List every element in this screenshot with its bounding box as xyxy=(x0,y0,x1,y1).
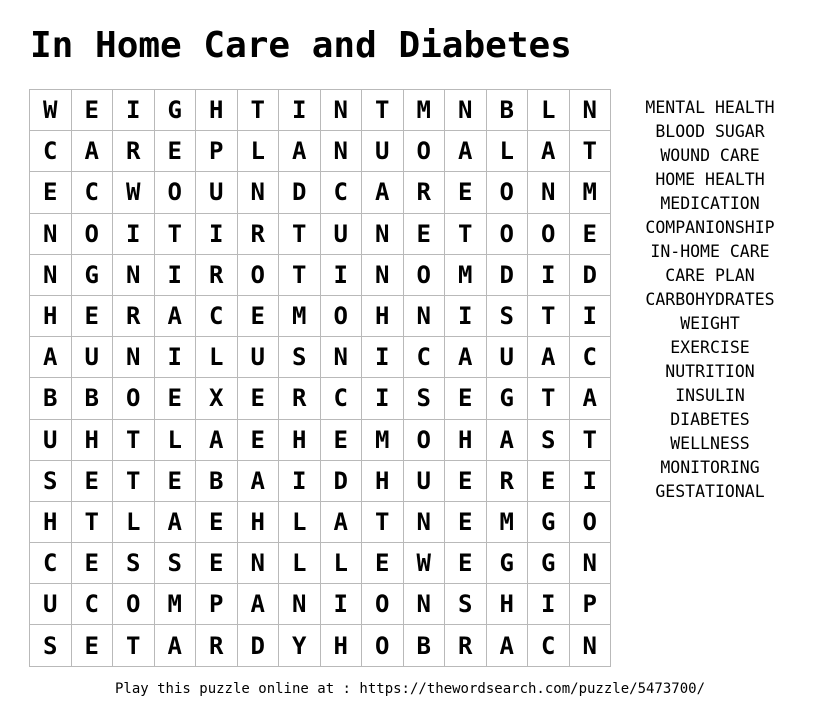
grid-cell: H xyxy=(238,502,280,543)
grid-cell: O xyxy=(404,255,446,296)
word-list-item: CARE PLAN xyxy=(665,266,755,285)
grid-cell: O xyxy=(362,625,404,666)
grid-cell: H xyxy=(30,296,72,337)
grid-cell: E xyxy=(362,543,404,584)
word-list-item: WELLNESS xyxy=(670,434,750,453)
grid-cell: E xyxy=(155,461,197,502)
grid-cell: M xyxy=(362,420,404,461)
grid-cell: N xyxy=(321,131,363,172)
grid-cell: T xyxy=(279,255,321,296)
grid-cell: U xyxy=(72,337,114,378)
grid-cell: O xyxy=(570,502,612,543)
word-list-item: DIABETES xyxy=(670,410,750,429)
grid-cell: M xyxy=(570,172,612,213)
word-list-item: INSULIN xyxy=(675,386,745,405)
grid-cell: Y xyxy=(279,625,321,666)
word-list-item: COMPANIONSHIP xyxy=(645,218,775,237)
grid-cell: N xyxy=(404,584,446,625)
grid-cell: B xyxy=(404,625,446,666)
grid-cell: D xyxy=(238,625,280,666)
grid-cell: E xyxy=(445,543,487,584)
word-list-item: MEDICATION xyxy=(660,194,760,213)
grid-cell: R xyxy=(238,214,280,255)
grid-cell: N xyxy=(279,584,321,625)
grid-cell: S xyxy=(113,543,155,584)
grid-cell: C xyxy=(570,337,612,378)
grid-cell: D xyxy=(487,255,529,296)
grid-cell: A xyxy=(528,337,570,378)
grid-cell: C xyxy=(528,625,570,666)
grid-cell: M xyxy=(404,90,446,131)
grid-cell: O xyxy=(404,131,446,172)
grid-cell: N xyxy=(362,214,404,255)
grid-cell: H xyxy=(362,296,404,337)
grid-cell: C xyxy=(30,131,72,172)
grid-cell: M xyxy=(445,255,487,296)
grid-cell: H xyxy=(445,420,487,461)
grid-cell: T xyxy=(113,461,155,502)
grid-cell: T xyxy=(362,90,404,131)
grid-cell: L xyxy=(528,90,570,131)
grid-cell: E xyxy=(445,461,487,502)
grid-cell: E xyxy=(196,543,238,584)
grid-cell: I xyxy=(570,296,612,337)
grid-cell: E xyxy=(72,625,114,666)
grid-cell: I xyxy=(528,255,570,296)
grid-cell: L xyxy=(155,420,197,461)
grid-cell: A xyxy=(528,131,570,172)
grid-cell: E xyxy=(30,172,72,213)
grid-cell: W xyxy=(30,90,72,131)
grid-cell: U xyxy=(238,337,280,378)
word-list-item: CARBOHYDRATES xyxy=(645,290,775,309)
grid-cell: T xyxy=(570,131,612,172)
grid-cell: H xyxy=(362,461,404,502)
grid-cell: H xyxy=(72,420,114,461)
grid-cell: O xyxy=(321,296,363,337)
grid-cell: R xyxy=(445,625,487,666)
grid-cell: B xyxy=(487,90,529,131)
grid-cell: S xyxy=(445,584,487,625)
grid-cell: T xyxy=(113,625,155,666)
word-list-item: EXERCISE xyxy=(670,338,750,357)
grid-cell: M xyxy=(487,502,529,543)
grid-cell: H xyxy=(196,90,238,131)
grid-cell: C xyxy=(30,543,72,584)
grid-cell: A xyxy=(321,502,363,543)
grid-cell: N xyxy=(113,337,155,378)
grid-cell: A xyxy=(30,337,72,378)
grid-cell: S xyxy=(279,337,321,378)
grid-cell: M xyxy=(279,296,321,337)
grid-cell: O xyxy=(72,214,114,255)
word-list xyxy=(630,96,790,504)
grid-cell: N xyxy=(238,172,280,213)
grid-cell: N xyxy=(238,543,280,584)
grid-cell: M xyxy=(155,584,197,625)
grid-cell: I xyxy=(362,337,404,378)
grid-cell: I xyxy=(155,337,197,378)
grid-cell: P xyxy=(196,584,238,625)
grid-cell: R xyxy=(113,296,155,337)
grid-cell: I xyxy=(155,255,197,296)
grid-cell: O xyxy=(113,584,155,625)
grid-cell: R xyxy=(404,172,446,213)
grid-cell: E xyxy=(321,420,363,461)
grid-cell: N xyxy=(570,625,612,666)
grid-cell: U xyxy=(404,461,446,502)
grid-cell: C xyxy=(321,172,363,213)
puzzle-title: In Home Care and Diabetes xyxy=(30,25,572,66)
grid-cell: L xyxy=(238,131,280,172)
grid-cell: T xyxy=(72,502,114,543)
word-list-item: HOME HEALTH xyxy=(655,170,765,189)
grid-cell: I xyxy=(279,461,321,502)
grid-cell: N xyxy=(30,214,72,255)
word-list-item: WOUND CARE xyxy=(660,146,760,165)
grid-cell: N xyxy=(30,255,72,296)
grid-cell: G xyxy=(72,255,114,296)
grid-cell: N xyxy=(113,255,155,296)
grid-cell: N xyxy=(528,172,570,213)
grid-cell: E xyxy=(445,378,487,419)
grid-cell: S xyxy=(487,296,529,337)
grid-cell: A xyxy=(238,461,280,502)
grid-cell: A xyxy=(155,296,197,337)
grid-cell: G xyxy=(155,90,197,131)
grid-cell: T xyxy=(155,214,197,255)
grid-cell: E xyxy=(72,543,114,584)
grid-cell: I xyxy=(279,90,321,131)
word-list-item: WEIGHT xyxy=(680,314,740,333)
grid-cell: L xyxy=(487,131,529,172)
grid-cell: H xyxy=(30,502,72,543)
grid-cell: O xyxy=(238,255,280,296)
grid-cell: N xyxy=(362,255,404,296)
grid-cell: T xyxy=(238,90,280,131)
grid-cell: G xyxy=(528,502,570,543)
grid-cell: S xyxy=(30,625,72,666)
grid-cell: O xyxy=(487,172,529,213)
grid-cell: U xyxy=(196,172,238,213)
grid-cell: I xyxy=(113,214,155,255)
grid-cell: N xyxy=(321,90,363,131)
grid-cell: C xyxy=(196,296,238,337)
grid-cell: H xyxy=(487,584,529,625)
grid-cell: N xyxy=(570,90,612,131)
grid-cell: A xyxy=(445,131,487,172)
grid-cell: B xyxy=(196,461,238,502)
grid-cell: N xyxy=(404,502,446,543)
grid-cell: R xyxy=(196,255,238,296)
grid-cell: L xyxy=(113,502,155,543)
grid-cell: E xyxy=(528,461,570,502)
grid-cell: N xyxy=(404,296,446,337)
grid-cell: T xyxy=(570,420,612,461)
word-list-item: BLOOD SUGAR xyxy=(655,122,765,141)
grid-cell: T xyxy=(528,378,570,419)
grid-cell: E xyxy=(445,172,487,213)
grid-cell: U xyxy=(30,584,72,625)
grid-cell: E xyxy=(238,296,280,337)
grid-cell: C xyxy=(72,172,114,213)
grid-cell: L xyxy=(196,337,238,378)
grid-cell: N xyxy=(445,90,487,131)
grid-cell: E xyxy=(570,214,612,255)
letter-grid xyxy=(29,89,611,667)
grid-cell: G xyxy=(487,543,529,584)
word-list-item: NUTRITION xyxy=(665,362,755,381)
grid-cell: C xyxy=(321,378,363,419)
grid-cell: G xyxy=(528,543,570,584)
grid-cell: I xyxy=(528,584,570,625)
grid-cell: B xyxy=(72,378,114,419)
grid-cell: L xyxy=(321,543,363,584)
grid-cell: H xyxy=(279,420,321,461)
grid-cell: S xyxy=(528,420,570,461)
grid-cell: R xyxy=(196,625,238,666)
grid-cell: L xyxy=(279,543,321,584)
grid-cell: O xyxy=(113,378,155,419)
grid-cell: P xyxy=(570,584,612,625)
grid-cell: O xyxy=(155,172,197,213)
grid-cell: A xyxy=(196,420,238,461)
word-list-item: MENTAL HEALTH xyxy=(645,98,775,117)
grid-cell: A xyxy=(238,584,280,625)
grid-cell: W xyxy=(404,543,446,584)
grid-cell: A xyxy=(279,131,321,172)
grid-cell: E xyxy=(238,420,280,461)
grid-cell: O xyxy=(528,214,570,255)
grid-cell: T xyxy=(362,502,404,543)
grid-cell: A xyxy=(362,172,404,213)
grid-cell: A xyxy=(570,378,612,419)
grid-cell: I xyxy=(321,255,363,296)
grid-cell: R xyxy=(487,461,529,502)
grid-cell: E xyxy=(155,131,197,172)
grid-cell: D xyxy=(279,172,321,213)
grid-cell: L xyxy=(279,502,321,543)
grid-cell: T xyxy=(279,214,321,255)
grid-cell: R xyxy=(113,131,155,172)
grid-cell: E xyxy=(404,214,446,255)
grid-cell: A xyxy=(445,337,487,378)
grid-cell: G xyxy=(487,378,529,419)
grid-cell: I xyxy=(570,461,612,502)
grid-cell: E xyxy=(196,502,238,543)
grid-cell: U xyxy=(321,214,363,255)
grid-cell: S xyxy=(404,378,446,419)
grid-cell: X xyxy=(196,378,238,419)
grid-cell: A xyxy=(155,625,197,666)
grid-cell: E xyxy=(72,296,114,337)
grid-cell: T xyxy=(113,420,155,461)
grid-cell: C xyxy=(404,337,446,378)
grid-cell: N xyxy=(321,337,363,378)
grid-cell: W xyxy=(113,172,155,213)
grid-cell: U xyxy=(30,420,72,461)
grid-cell: O xyxy=(487,214,529,255)
grid-cell: I xyxy=(113,90,155,131)
grid-cell: C xyxy=(72,584,114,625)
grid-cell: I xyxy=(362,378,404,419)
word-list-item: MONITORING xyxy=(660,458,760,477)
grid-cell: E xyxy=(72,90,114,131)
grid-cell: U xyxy=(362,131,404,172)
footer-link-text: Play this puzzle online at : https://thewordsearch.com/puzzle/5473700/ xyxy=(114,681,705,697)
grid-cell: E xyxy=(72,461,114,502)
grid-cell: A xyxy=(487,625,529,666)
grid-cell: D xyxy=(321,461,363,502)
grid-cell: E xyxy=(445,502,487,543)
grid-cell: U xyxy=(487,337,529,378)
grid-cell: I xyxy=(321,584,363,625)
grid-cell: R xyxy=(279,378,321,419)
word-list-item: IN-HOME CARE xyxy=(650,242,770,261)
grid-cell: T xyxy=(445,214,487,255)
grid-cell: D xyxy=(570,255,612,296)
grid-cell: S xyxy=(155,543,197,584)
grid-cell: E xyxy=(238,378,280,419)
grid-cell: T xyxy=(528,296,570,337)
grid-cell: I xyxy=(196,214,238,255)
grid-cell: S xyxy=(30,461,72,502)
grid-cell: I xyxy=(445,296,487,337)
grid-cell: O xyxy=(362,584,404,625)
grid-cell: A xyxy=(155,502,197,543)
word-list-item: GESTATIONAL xyxy=(655,482,765,501)
grid-cell: A xyxy=(487,420,529,461)
grid-cell: N xyxy=(570,543,612,584)
grid-cell: A xyxy=(72,131,114,172)
grid-cell: O xyxy=(404,420,446,461)
grid-cell: B xyxy=(30,378,72,419)
grid-cell: E xyxy=(155,378,197,419)
grid-cell: P xyxy=(196,131,238,172)
grid-cell: H xyxy=(321,625,363,666)
